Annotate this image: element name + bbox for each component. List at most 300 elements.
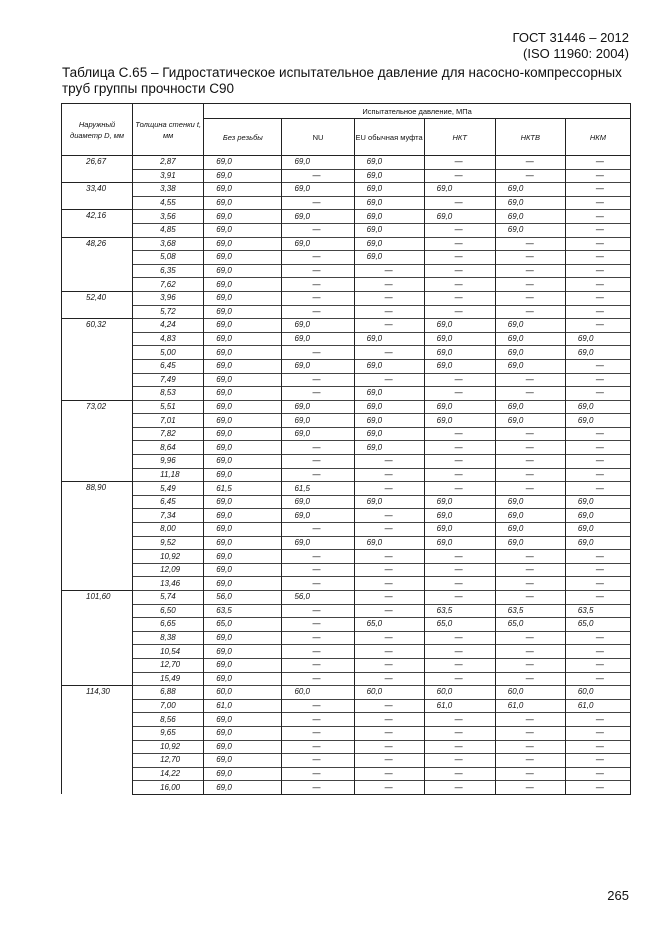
pressure-cell: — bbox=[354, 563, 424, 577]
wall-cell: 9,52 bbox=[133, 536, 204, 550]
table-row bbox=[62, 183, 631, 197]
pressure-cell: — bbox=[565, 319, 630, 333]
pressure-cell: — bbox=[354, 468, 424, 482]
pressure-cell: 69,0 bbox=[424, 414, 495, 428]
pressure-cell: 69,0 bbox=[495, 536, 565, 550]
pressure-cell: — bbox=[565, 427, 630, 441]
pressure-cell: — bbox=[565, 563, 630, 577]
pressure-cell: 69,0 bbox=[204, 781, 282, 795]
pressure-cell: — bbox=[282, 305, 354, 319]
wall-cell: 7,01 bbox=[133, 414, 204, 428]
diameter-cell: 73,02 bbox=[62, 400, 133, 482]
table-row bbox=[62, 658, 631, 672]
pressure-cell: 69,0 bbox=[495, 400, 565, 414]
pressure-cell: — bbox=[424, 196, 495, 210]
pressure-cell: 69,0 bbox=[495, 359, 565, 373]
pressure-cell: 69,0 bbox=[424, 210, 495, 224]
pressure-cell: 69,0 bbox=[495, 523, 565, 537]
pressure-cell: 69,0 bbox=[424, 400, 495, 414]
pressure-cell: — bbox=[565, 196, 630, 210]
table-row bbox=[62, 441, 631, 455]
pressure-cell: 69,0 bbox=[424, 536, 495, 550]
pressure-cell: — bbox=[495, 658, 565, 672]
wall-cell: 6,65 bbox=[133, 618, 204, 632]
pressure-cell: 69,0 bbox=[204, 210, 282, 224]
pressure-cell: 69,0 bbox=[424, 332, 495, 346]
pressure-cell: 69,0 bbox=[354, 210, 424, 224]
pressure-cell: — bbox=[282, 346, 354, 360]
pressure-cell: — bbox=[424, 726, 495, 740]
wall-cell: 5,49 bbox=[133, 482, 204, 496]
pressure-cell: — bbox=[495, 713, 565, 727]
pressure-cell: 61,5 bbox=[282, 482, 354, 496]
pressure-cell: — bbox=[354, 278, 424, 292]
pressure-cell: 63,5 bbox=[424, 604, 495, 618]
pressure-cell: 69,0 bbox=[354, 495, 424, 509]
diameter-cell: 42,16 bbox=[62, 210, 133, 237]
pressure-cell: 69,0 bbox=[282, 319, 354, 333]
pressure-cell: — bbox=[495, 781, 565, 795]
table-row bbox=[62, 645, 631, 659]
pressure-cell: — bbox=[354, 577, 424, 591]
table-row bbox=[62, 604, 631, 618]
wall-cell: 3,91 bbox=[133, 169, 204, 183]
pressure-cell: 69,0 bbox=[354, 237, 424, 251]
pressure-cell: — bbox=[354, 754, 424, 768]
pressure-cell: 69,0 bbox=[204, 291, 282, 305]
standard-code: ГОСТ 31446 – 2012 bbox=[512, 30, 629, 45]
pressure-cell: — bbox=[282, 658, 354, 672]
col-header-eu: EU обычная муфта bbox=[354, 119, 424, 156]
pressure-cell: 69,0 bbox=[204, 156, 282, 170]
pressure-cell: — bbox=[424, 631, 495, 645]
wall-cell: 7,49 bbox=[133, 373, 204, 387]
pressure-cell: 69,0 bbox=[565, 523, 630, 537]
pressure-cell: 60,0 bbox=[565, 686, 630, 700]
table-row bbox=[62, 726, 631, 740]
col-header-pressure: Испытательное давление, МПа bbox=[204, 104, 631, 119]
pressure-cell: — bbox=[565, 264, 630, 278]
pressure-cell: 69,0 bbox=[424, 346, 495, 360]
pressure-cell: 69,0 bbox=[204, 264, 282, 278]
wall-cell: 10,92 bbox=[133, 740, 204, 754]
pressure-cell: — bbox=[565, 291, 630, 305]
pressure-cell: 69,0 bbox=[495, 196, 565, 210]
pressure-cell: — bbox=[495, 305, 565, 319]
pressure-cell: — bbox=[495, 237, 565, 251]
table-row bbox=[62, 400, 631, 414]
pressure-cell: 69,0 bbox=[204, 183, 282, 197]
pressure-cell: 69,0 bbox=[204, 278, 282, 292]
pressure-cell: 69,0 bbox=[495, 332, 565, 346]
pressure-cell: 69,0 bbox=[204, 169, 282, 183]
pressure-cell: 69,0 bbox=[204, 740, 282, 754]
table-row bbox=[62, 291, 631, 305]
pressure-cell: 69,0 bbox=[282, 156, 354, 170]
pressure-cell: 69,0 bbox=[354, 359, 424, 373]
wall-cell: 4,24 bbox=[133, 319, 204, 333]
wall-cell: 9,96 bbox=[133, 455, 204, 469]
pressure-cell: 69,0 bbox=[204, 550, 282, 564]
pressure-cell: — bbox=[354, 305, 424, 319]
pressure-cell: — bbox=[424, 264, 495, 278]
pressure-cell: — bbox=[424, 237, 495, 251]
table-row bbox=[62, 754, 631, 768]
table-row bbox=[62, 210, 631, 224]
table-row bbox=[62, 618, 631, 632]
table-row bbox=[62, 482, 631, 496]
pressure-cell: — bbox=[282, 604, 354, 618]
pressure-cell: 65,0 bbox=[354, 618, 424, 632]
wall-cell: 7,62 bbox=[133, 278, 204, 292]
pressure-cell: 69,0 bbox=[495, 223, 565, 237]
table-row bbox=[62, 563, 631, 577]
pressure-cell: — bbox=[565, 359, 630, 373]
wall-cell: 9,65 bbox=[133, 726, 204, 740]
pressure-cell: 69,0 bbox=[204, 577, 282, 591]
pressure-cell: 69,0 bbox=[282, 536, 354, 550]
table-row bbox=[62, 455, 631, 469]
pressure-cell: — bbox=[495, 251, 565, 265]
pressure-cell: 61,5 bbox=[204, 482, 282, 496]
pressure-cell: 69,0 bbox=[204, 414, 282, 428]
diameter-cell: 33,40 bbox=[62, 183, 133, 210]
pressure-cell: — bbox=[354, 767, 424, 781]
pressure-cell: — bbox=[354, 291, 424, 305]
table-row bbox=[62, 251, 631, 265]
wall-cell: 6,35 bbox=[133, 264, 204, 278]
wall-cell: 12,70 bbox=[133, 754, 204, 768]
col-header-plain: Без резьбы bbox=[204, 119, 282, 156]
pressure-cell: 69,0 bbox=[495, 210, 565, 224]
pressure-cell: — bbox=[282, 169, 354, 183]
pressure-cell: 60,0 bbox=[424, 686, 495, 700]
pressure-cell: — bbox=[354, 645, 424, 659]
diameter-cell: 60,32 bbox=[62, 319, 133, 401]
pressure-cell: 61,0 bbox=[204, 699, 282, 713]
pressure-cell: — bbox=[495, 631, 565, 645]
pressure-cell: 69,0 bbox=[354, 536, 424, 550]
pressure-cell: 65,0 bbox=[424, 618, 495, 632]
pressure-cell: — bbox=[424, 754, 495, 768]
pressure-cell: — bbox=[565, 482, 630, 496]
pressure-cell: 69,0 bbox=[204, 726, 282, 740]
pressure-cell: — bbox=[565, 210, 630, 224]
pressure-cell: 69,0 bbox=[204, 509, 282, 523]
pressure-cell: — bbox=[354, 740, 424, 754]
wall-cell: 12,70 bbox=[133, 658, 204, 672]
col-header-diameter: Наружный диаметр D, мм bbox=[62, 104, 133, 156]
col-header-nkt: НКТ bbox=[424, 119, 495, 156]
wall-cell: 12,09 bbox=[133, 563, 204, 577]
table-row bbox=[62, 264, 631, 278]
wall-cell: 6,88 bbox=[133, 686, 204, 700]
pressure-cell: — bbox=[565, 781, 630, 795]
pressure-cell: — bbox=[354, 699, 424, 713]
pressure-cell: — bbox=[424, 781, 495, 795]
wall-cell: 16,00 bbox=[133, 781, 204, 795]
table-row bbox=[62, 387, 631, 401]
pressure-cell: 69,0 bbox=[204, 373, 282, 387]
pressure-cell: 69,0 bbox=[354, 251, 424, 265]
pressure-cell: 69,0 bbox=[282, 332, 354, 346]
pressure-cell: 69,0 bbox=[495, 319, 565, 333]
pressure-cell: 69,0 bbox=[204, 672, 282, 686]
pressure-cell: — bbox=[424, 563, 495, 577]
pressure-cell: — bbox=[282, 754, 354, 768]
wall-cell: 8,53 bbox=[133, 387, 204, 401]
pressure-cell: — bbox=[424, 291, 495, 305]
pressure-table bbox=[61, 103, 631, 795]
pressure-cell: — bbox=[282, 387, 354, 401]
wall-cell: 5,51 bbox=[133, 400, 204, 414]
pressure-cell: 69,0 bbox=[204, 223, 282, 237]
pressure-cell: 69,0 bbox=[282, 237, 354, 251]
col-header-nktv: НКТВ bbox=[495, 119, 565, 156]
pressure-cell: — bbox=[565, 387, 630, 401]
col-header-nkm: НКМ bbox=[565, 119, 630, 156]
pressure-cell: 61,0 bbox=[565, 699, 630, 713]
pressure-cell: — bbox=[424, 550, 495, 564]
wall-cell: 6,45 bbox=[133, 495, 204, 509]
pressure-cell: — bbox=[424, 441, 495, 455]
pressure-cell: — bbox=[565, 740, 630, 754]
pressure-cell: — bbox=[354, 658, 424, 672]
pressure-cell: — bbox=[282, 441, 354, 455]
pressure-cell: 69,0 bbox=[495, 183, 565, 197]
pressure-cell: 60,0 bbox=[354, 686, 424, 700]
pressure-cell: 69,0 bbox=[565, 400, 630, 414]
pressure-cell: 65,0 bbox=[495, 618, 565, 632]
pressure-cell: — bbox=[424, 468, 495, 482]
pressure-cell: — bbox=[282, 196, 354, 210]
pressure-cell: 69,0 bbox=[204, 305, 282, 319]
pressure-cell: 61,0 bbox=[424, 699, 495, 713]
pressure-cell: — bbox=[354, 346, 424, 360]
pressure-cell: — bbox=[565, 591, 630, 605]
pressure-cell: — bbox=[424, 373, 495, 387]
pressure-cell: — bbox=[565, 767, 630, 781]
pressure-cell: — bbox=[565, 373, 630, 387]
pressure-cell: — bbox=[282, 468, 354, 482]
pressure-cell: 69,0 bbox=[354, 156, 424, 170]
pressure-cell: — bbox=[354, 631, 424, 645]
pressure-cell: 69,0 bbox=[204, 767, 282, 781]
wall-cell: 3,68 bbox=[133, 237, 204, 251]
pressure-cell: — bbox=[282, 645, 354, 659]
pressure-cell: — bbox=[354, 672, 424, 686]
pressure-cell: 69,0 bbox=[204, 658, 282, 672]
pressure-cell: 69,0 bbox=[424, 509, 495, 523]
pressure-cell: — bbox=[282, 550, 354, 564]
col-header-nu: NU bbox=[282, 119, 354, 156]
pressure-cell: 63,5 bbox=[565, 604, 630, 618]
pressure-cell: 69,0 bbox=[204, 713, 282, 727]
pressure-cell: — bbox=[354, 713, 424, 727]
pressure-cell: 69,0 bbox=[282, 414, 354, 428]
table-row bbox=[62, 414, 631, 428]
table-row bbox=[62, 767, 631, 781]
table-row bbox=[62, 686, 631, 700]
pressure-cell: 69,0 bbox=[424, 523, 495, 537]
pressure-cell: — bbox=[282, 373, 354, 387]
pressure-cell: — bbox=[495, 740, 565, 754]
wall-cell: 7,82 bbox=[133, 427, 204, 441]
pressure-cell: 69,0 bbox=[282, 359, 354, 373]
diameter-cell: 26,67 bbox=[62, 156, 133, 183]
pressure-cell: — bbox=[565, 645, 630, 659]
wall-cell: 8,38 bbox=[133, 631, 204, 645]
pressure-cell: — bbox=[354, 264, 424, 278]
pressure-cell: 69,0 bbox=[495, 495, 565, 509]
page-number: 265 bbox=[607, 888, 629, 903]
pressure-cell: 69,0 bbox=[354, 427, 424, 441]
pressure-cell: — bbox=[424, 591, 495, 605]
pressure-cell: — bbox=[354, 726, 424, 740]
pressure-cell: — bbox=[282, 264, 354, 278]
table-row bbox=[62, 699, 631, 713]
pressure-cell: 69,0 bbox=[204, 754, 282, 768]
pressure-cell: — bbox=[424, 278, 495, 292]
pressure-cell: — bbox=[354, 509, 424, 523]
pressure-cell: — bbox=[424, 658, 495, 672]
pressure-cell: — bbox=[354, 482, 424, 496]
pressure-cell: 69,0 bbox=[204, 251, 282, 265]
pressure-cell: — bbox=[495, 767, 565, 781]
pressure-cell: — bbox=[565, 441, 630, 455]
pressure-cell: 69,0 bbox=[282, 183, 354, 197]
pressure-cell: — bbox=[424, 482, 495, 496]
pressure-cell: — bbox=[424, 387, 495, 401]
pressure-cell: — bbox=[424, 251, 495, 265]
wall-cell: 11,18 bbox=[133, 468, 204, 482]
wall-cell: 6,45 bbox=[133, 359, 204, 373]
pressure-cell: — bbox=[354, 523, 424, 537]
pressure-cell: 60,0 bbox=[495, 686, 565, 700]
table-row bbox=[62, 591, 631, 605]
pressure-cell: 69,0 bbox=[204, 645, 282, 659]
pressure-cell: 60,0 bbox=[282, 686, 354, 700]
pressure-cell: — bbox=[495, 577, 565, 591]
pressure-cell: — bbox=[282, 223, 354, 237]
pressure-cell: — bbox=[354, 319, 424, 333]
pressure-cell: — bbox=[495, 169, 565, 183]
table-row bbox=[62, 169, 631, 183]
pressure-cell: — bbox=[565, 455, 630, 469]
diameter-cell: 52,40 bbox=[62, 291, 133, 318]
pressure-cell: — bbox=[495, 387, 565, 401]
table-row bbox=[62, 536, 631, 550]
table-row bbox=[62, 373, 631, 387]
pressure-cell: 65,0 bbox=[204, 618, 282, 632]
table-row bbox=[62, 781, 631, 795]
table-row bbox=[62, 223, 631, 237]
pressure-cell: 56,0 bbox=[282, 591, 354, 605]
diameter-cell: 101,60 bbox=[62, 591, 133, 686]
pressure-cell: 69,0 bbox=[204, 455, 282, 469]
pressure-cell: — bbox=[424, 713, 495, 727]
pressure-cell: 69,0 bbox=[354, 414, 424, 428]
pressure-cell: 69,0 bbox=[495, 346, 565, 360]
table-body bbox=[62, 156, 631, 795]
pressure-cell: — bbox=[495, 468, 565, 482]
pressure-cell: — bbox=[354, 591, 424, 605]
wall-cell: 15,49 bbox=[133, 672, 204, 686]
pressure-cell: — bbox=[282, 563, 354, 577]
pressure-cell: — bbox=[424, 427, 495, 441]
table-row bbox=[62, 672, 631, 686]
pressure-cell: 69,0 bbox=[565, 414, 630, 428]
pressure-cell: 69,0 bbox=[424, 183, 495, 197]
pressure-cell: 69,0 bbox=[354, 196, 424, 210]
table-caption: Таблица С.65 – Гидростатическое испытательное давление для насосно-компрессорных труб группы прочности С90 bbox=[62, 65, 622, 96]
wall-cell: 8,56 bbox=[133, 713, 204, 727]
pressure-cell: — bbox=[495, 156, 565, 170]
pressure-cell: — bbox=[424, 577, 495, 591]
pressure-cell: 69,0 bbox=[495, 509, 565, 523]
wall-cell: 4,55 bbox=[133, 196, 204, 210]
wall-cell: 6,50 bbox=[133, 604, 204, 618]
pressure-cell: — bbox=[565, 156, 630, 170]
table-row bbox=[62, 713, 631, 727]
pressure-cell: 60,0 bbox=[204, 686, 282, 700]
pressure-cell: 69,0 bbox=[565, 509, 630, 523]
pressure-cell: 69,0 bbox=[204, 196, 282, 210]
pressure-cell: 69,0 bbox=[565, 536, 630, 550]
pressure-cell: — bbox=[424, 305, 495, 319]
pressure-cell: 69,0 bbox=[354, 441, 424, 455]
wall-cell: 5,72 bbox=[133, 305, 204, 319]
wall-cell: 5,74 bbox=[133, 591, 204, 605]
pressure-cell: 69,0 bbox=[204, 468, 282, 482]
pressure-cell: 69,0 bbox=[282, 210, 354, 224]
wall-cell: 7,00 bbox=[133, 699, 204, 713]
pressure-cell: — bbox=[424, 645, 495, 659]
pressure-cell: — bbox=[354, 550, 424, 564]
pressure-cell: — bbox=[495, 441, 565, 455]
wall-cell: 3,96 bbox=[133, 291, 204, 305]
wall-cell: 8,00 bbox=[133, 523, 204, 537]
pressure-cell: — bbox=[282, 781, 354, 795]
pressure-cell: — bbox=[282, 631, 354, 645]
table-row bbox=[62, 196, 631, 210]
pressure-cell: — bbox=[282, 726, 354, 740]
pressure-cell: — bbox=[424, 455, 495, 469]
pressure-cell: — bbox=[424, 767, 495, 781]
table-row bbox=[62, 237, 631, 251]
table-row bbox=[62, 495, 631, 509]
pressure-cell: — bbox=[565, 223, 630, 237]
pressure-cell: — bbox=[354, 604, 424, 618]
wall-cell: 14,22 bbox=[133, 767, 204, 781]
diameter-cell: 88,90 bbox=[62, 482, 133, 591]
pressure-cell: 56,0 bbox=[204, 591, 282, 605]
pressure-cell: — bbox=[282, 577, 354, 591]
wall-cell: 3,56 bbox=[133, 210, 204, 224]
pressure-cell: — bbox=[495, 563, 565, 577]
pressure-cell: — bbox=[495, 291, 565, 305]
table-row bbox=[62, 319, 631, 333]
pressure-cell: — bbox=[565, 278, 630, 292]
pressure-cell: — bbox=[565, 305, 630, 319]
pressure-cell: 69,0 bbox=[424, 495, 495, 509]
wall-cell: 13,46 bbox=[133, 577, 204, 591]
pressure-cell: 69,0 bbox=[204, 332, 282, 346]
wall-cell: 7,34 bbox=[133, 509, 204, 523]
pressure-cell: — bbox=[354, 455, 424, 469]
pressure-cell: — bbox=[282, 278, 354, 292]
table-row bbox=[62, 156, 631, 170]
